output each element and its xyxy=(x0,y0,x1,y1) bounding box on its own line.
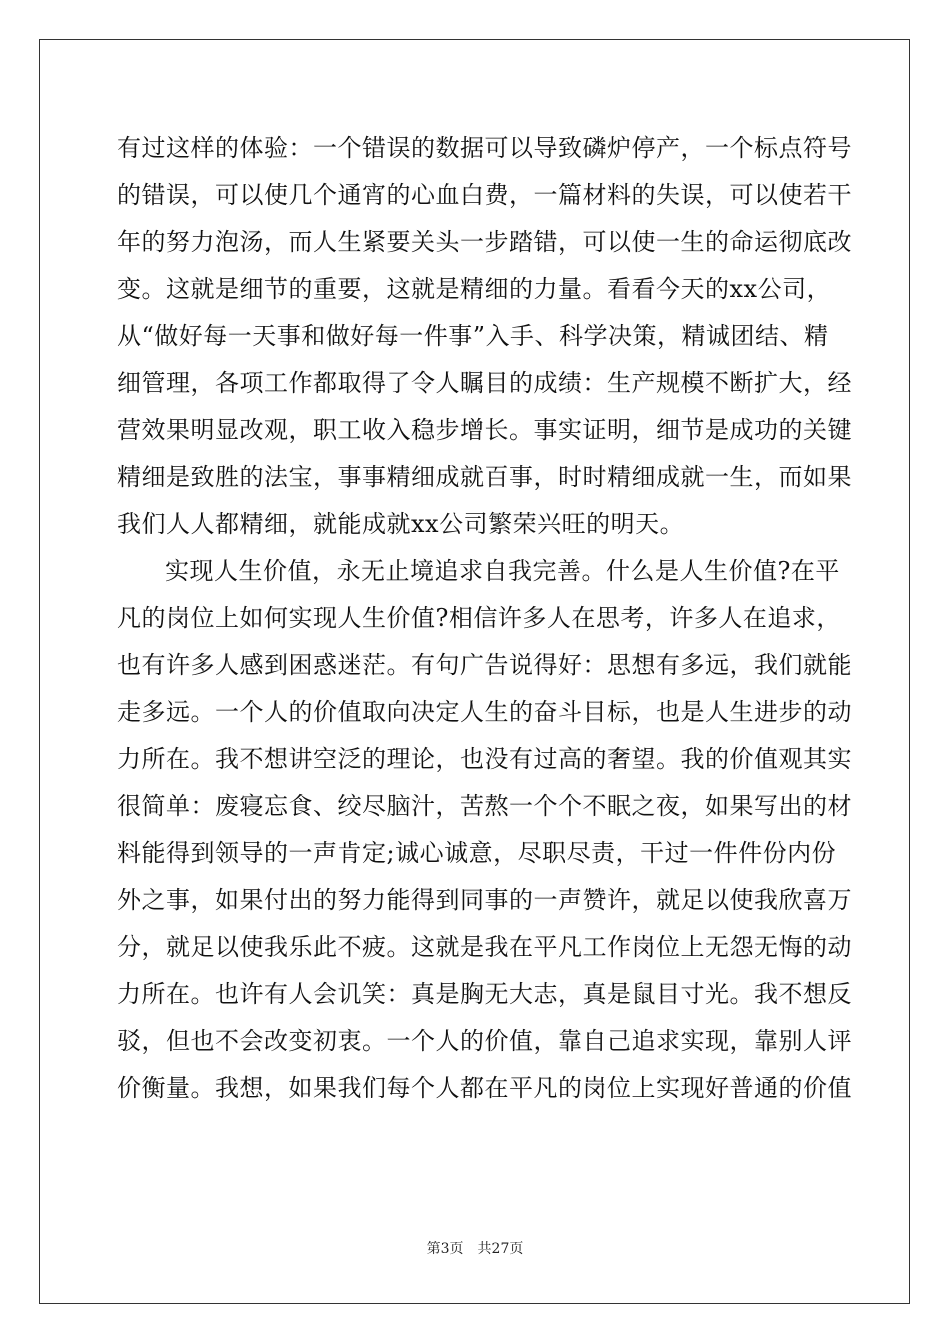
text-line: 从“做好每一天事和做好每一件事”入手、科学决策，精诚团结、精 xyxy=(117,322,829,350)
text-line: 很简单：废寝忘食、绞尽脑汁，苦熬一个个不眠之夜，如果写出的材 xyxy=(117,792,852,820)
text-line: 年的努力泡汤，而人生紧要关头一步踏错，可以使一生的命运彻底改 xyxy=(117,228,852,256)
text-line: 价衡量。我想，如果我们每个人都在平凡的岗位上实现好普通的价值 xyxy=(117,1074,852,1102)
body-text xyxy=(117,125,852,1112)
text-line: 也有许多人感到困惑迷茫。有句广告说得好：思想有多远，我们就能 xyxy=(117,651,852,679)
text-line: 的错误，可以使几个通宵的心血白费，一篇材料的失误，可以使若干 xyxy=(117,181,852,209)
text-line: 驳，但也不会改变初衷。一个人的价值，靠自己追求实现，靠别人评 xyxy=(117,1027,852,1055)
text-line: 料能得到领导的一声肯定;诚心诚意，尽职尽责，干过一件件份内份 xyxy=(117,839,837,867)
page-number-footer: 第3页 共27页 xyxy=(426,1241,524,1257)
text-line: 走多远。一个人的价值取向决定人生的奋斗目标，也是人生进步的动 xyxy=(117,698,852,726)
text-line: 外之事，如果付出的努力能得到同事的一声赞许，就足以使我欣喜万 xyxy=(117,886,852,914)
text-line: 我们人人都精细，就能成就xx公司繁荣兴旺的明天。 xyxy=(117,510,685,538)
text-line: 变。这就是细节的重要，这就是精细的力量。看看今天的xx公司， xyxy=(117,275,832,303)
text-line: 凡的岗位上如何实现人生价值?相信许多人在思考，许多人在追求， xyxy=(117,604,841,632)
text-line: 精细是致胜的法宝，事事精细成就百事，时时精细成就一生，而如果 xyxy=(117,463,852,491)
text-line: 营效果明显改观，职工收入稳步增长。事实证明，细节是成功的关键 xyxy=(117,416,852,444)
text-line: 力所在。我不想讲空泛的理论，也没有过高的奢望。我的价值观其实 xyxy=(117,745,852,773)
text-line: 有过这样的体验：一个错误的数据可以导致磷炉停产，一个标点符号 xyxy=(117,134,852,162)
paragraph-first-line: 实现人生价值，永无止境追求自我完善。什么是人生价值?在平 xyxy=(165,557,840,585)
text-line: 力所在。也许有人会讥笑：真是胸无大志，真是鼠目寸光。我不想反 xyxy=(117,980,852,1008)
text-line: 细管理，各项工作都取得了令人瞩目的成绩：生产规模不断扩大，经 xyxy=(117,369,852,397)
text-line: 分，就足以使我乐此不疲。这就是我在平凡工作岗位上无怨无悔的动 xyxy=(117,933,852,961)
